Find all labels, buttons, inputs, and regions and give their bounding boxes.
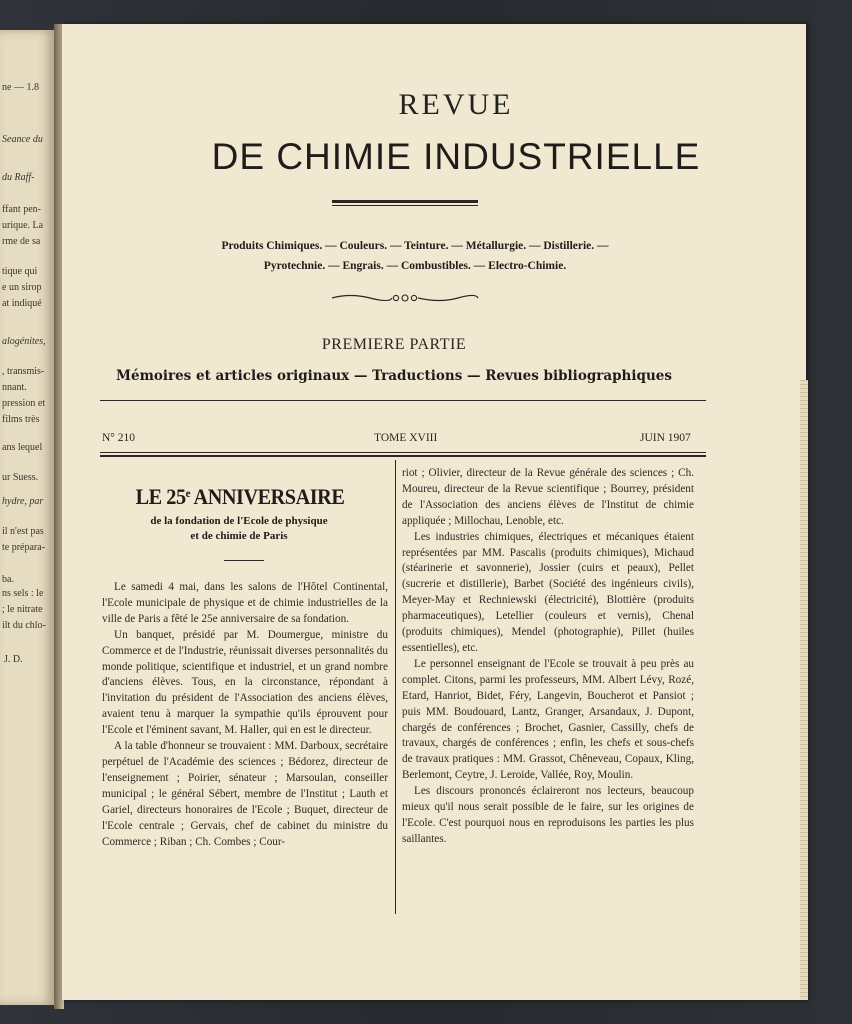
paragraph: riot ; Olivier, directeur de la Revue générale des sciences ; Ch. Moureu, directeur de la Revue scientifique ; Bourrey, président de l'Association des anciens élèves de l'Institut de chimie appliquée ; Millochau, Lenoble, etc. [402, 467, 694, 527]
left-fragment: films très [2, 414, 40, 425]
subject-line-1: Produits Chimiques. — Couleurs. — Teinture. — Métallurgie. — Distillerie. — [221, 240, 609, 252]
left-fragment: ans lequel [2, 442, 43, 453]
masthead-rule-thin [332, 205, 478, 206]
article-column-left [102, 580, 388, 850]
article-column-right [402, 466, 694, 848]
left-fragment: ns sels : le [2, 588, 44, 599]
left-fragment: e un sirop [2, 282, 42, 293]
article-title [113, 484, 367, 510]
article-title-sup: e [185, 486, 191, 500]
left-fragment: J. D. [4, 654, 23, 665]
left-fragment: ba. [2, 574, 14, 585]
masthead-title: DE CHIMIE INDUSTRIELLE [211, 136, 701, 177]
page-edge-stack [800, 380, 808, 1000]
paragraph: Le samedi 4 mai, dans les salons de l'Hôtel Continental, l'Ecole municipale de physique et de chimie industrielles de la ville de Paris a fêté le 25e anniversaire de sa fondation. [102, 581, 388, 625]
issue-number: N° 210 [102, 432, 136, 444]
left-fragment: urique. La [2, 220, 44, 231]
left-fragment: te prépara- [2, 542, 46, 553]
article-title-pre: LE 25 [135, 484, 186, 509]
masthead-rule [332, 200, 478, 203]
left-fragment: ffant pen- [2, 204, 41, 215]
subject-line-2: Pyrotechnie. — Engrais. — Combustibles. — Electro-Chimie. [263, 260, 567, 272]
left-fragment: rme de sa [2, 236, 41, 247]
header-rule-bottom-thick [100, 455, 706, 457]
article-subtitle-line-1: de la fondation de l'Ecole de physique [150, 515, 328, 527]
header-rule-top [100, 400, 706, 401]
left-fragment: il n'est pas [2, 526, 44, 537]
article-subtitle [100, 514, 378, 544]
left-fragment: hydre, par [2, 496, 44, 507]
journal-page [62, 24, 806, 1000]
subject-list [100, 236, 730, 276]
paragraph: Les industries chimiques, électriques et mécaniques étaient représentées par MM. Pascalis (produits chimiques), Michaud (stéarinerie et savonnerie), Jossier (cuirs et peaux), Pellet (sucrerie et distillerie), Barbet (Société des ingénieurs civils), Meyer-May et Rechniewski (électricité), Blottière (produits pharmaceutiques), Letellier (couleurs et vernis), Chenal (produits chimiques), Mendel (photographie), Pillet (huiles essentielles), etc. [402, 530, 694, 654]
left-fragment: du Raff- [2, 172, 35, 183]
left-fragment: ur Suess. [2, 472, 39, 483]
left-page-fragment [0, 30, 54, 1005]
article-title-post: ANNIVERSAIRE [190, 484, 345, 509]
left-fragment: alogénites, [2, 336, 46, 347]
paragraph: Les discours prononcés éclaireront nos lecteurs, beaucoup mieux qu'il nous serait possible de le faire, sur les origines de l'Ecole. C'est pourquoi nous en reproduisons les parties les plus saillantes. [402, 785, 694, 845]
paragraph: A la table d'honneur se trouvaient : MM. Darboux, secrétaire perpétuel de l'Académie des sciences ; Bédorez, directeur de l'enseignement ; Poirier, sénateur ; Marsoulan, conseiller municipal ; le général Sébert, membre de l'Institut ; Lauth et Gariel, directeurs honoraires de l'Ecole ; Buquet, directeur de l'Ecole centrale ; Gervais, chef de cabinet du ministre du Commerce ; Riban ; Ch. Combes ; Cour- [102, 740, 388, 848]
left-fragment: at indiqué [2, 298, 42, 309]
part-subtitle: Mémoires et articles originaux — Traductions — Revues bibliographiques [116, 368, 672, 384]
issue-tome: TOME XVIII [374, 432, 438, 444]
ornament-divider [330, 290, 480, 306]
left-fragment: ne — 1.8 [2, 82, 39, 93]
left-fragment: tique qui [2, 266, 38, 277]
paragraph: Le personnel enseignant de l'Ecole se trouvait à peu près au complet. Citons, parmi les professeurs, MM. Albert Lévy, Rozé, Etard, Hanriot, Bidet, Féry, Langevin, Boucherot et Pansiot ; puis MM. Boudouard, Lantz, Granger, Arsandaux, J. Dupont, chargés de conférences ; Brochet, Gasnier, Cassilly, chefs de travaux, chargés de conférences ; enfin, les chefs et sous-chefs de travaux pratiques : MM. Grassot, Chêneveau, Copaux, Kling, Berlemont, Ceytre, J. Leroide, Vallée, Roy, Moulin. [402, 657, 694, 782]
header-rule-bottom [100, 452, 706, 453]
paragraph: Un banquet, présidé par M. Doumergue, ministre du Commerce et de l'Industrie, réunissait diverses personnalités du monde politique, scientifique et industriel, et un grand nombre d'anciens élèves. Tous, en la circonstance, répondant à l'invitation du président de l'Association des anciens élèves, avaient tenu à marquer la sympathie qu'ils éprouvent pour l'Ecole et l'éminent savant, M. Haller, qui en est le directeur. [102, 628, 388, 737]
left-fragment: Seance du [2, 134, 43, 145]
left-fragment: ilt du chlo- [2, 620, 46, 631]
masthead-revue: REVUE [398, 88, 514, 121]
left-fragment: nnant. [2, 382, 27, 393]
issue-date: JUIN 1907 [640, 432, 691, 444]
column-divider [395, 460, 396, 914]
left-fragment: ; le nitrate [2, 604, 43, 615]
left-fragment: , transmis- [2, 366, 45, 377]
part-heading: PREMIERE PARTIE [321, 336, 467, 353]
article-subtitle-line-2: et de chimie de Paris [190, 530, 288, 542]
article-rule [224, 560, 264, 561]
left-fragment: pression et [2, 398, 46, 409]
